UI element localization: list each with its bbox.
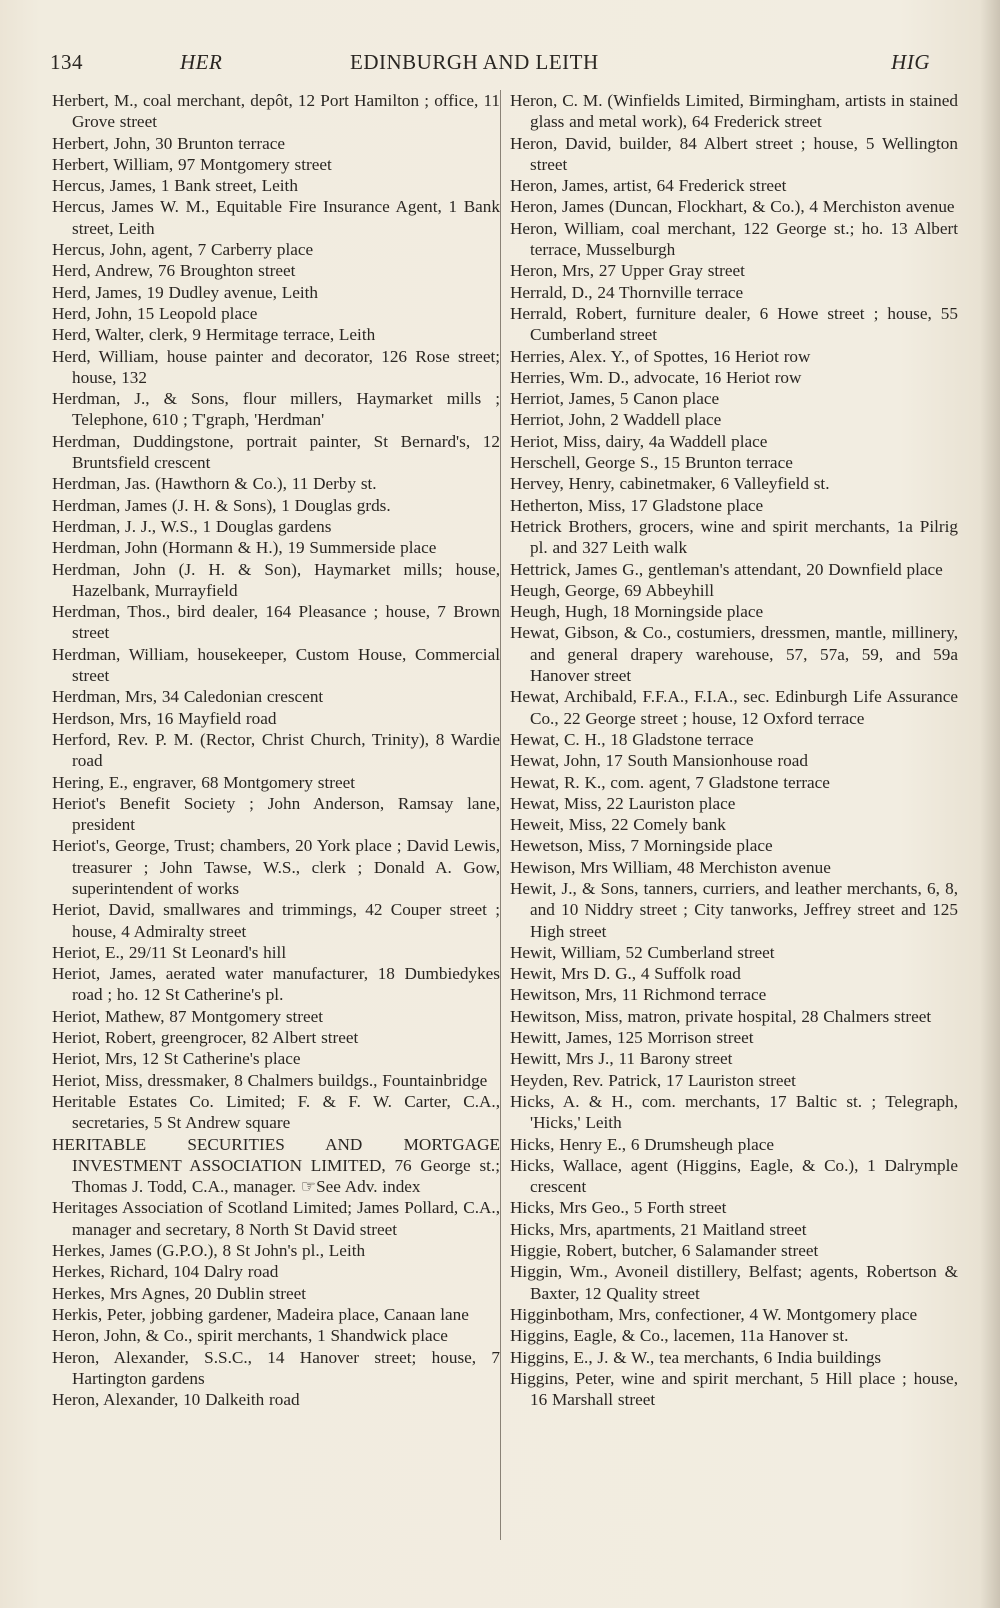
directory-entry: Hewit, J., & Sons, tanners, curriers, and leather merchants, 6, 8, and 10 Niddry street ; City tanworks, Jeffrey street and 125 High street [510,878,958,941]
directory-entry: Heritages Association of Scotland Limited; James Pollard, C.A., manager and secretary, 8 North St David street [52,1198,500,1239]
directory-entry: Herkis, Peter, jobbing gardener, Madeira place, Canaan lane [52,1304,469,1324]
directory-entry: Herford, Rev. P. M. (Rector, Christ Church, Trinity), 8 Wardie road [52,729,500,771]
directory-entry: HERITABLE SECURITIES AND MORTGAGE INVESTMENT ASSOCIATION LIMITED, 76 George st.; Thomas J. Todd, C.A., manager. ☞See Adv. index [52,1134,500,1197]
directory-entry: Herd, Walter, clerk, 9 Hermitage terrace, Leith [52,325,376,345]
directory-entry: Herbert, M., coal merchant, depôt, 12 Port Hamilton ; office, 11 Grove street [52,91,500,132]
directory-entry: Herries, Wm. D., advocate, 16 Heriot row [510,367,802,387]
directory-entry: Higgins, Peter, wine and spirit merchant, 5 Hill place ; house, 16 Marshall street [510,1368,958,1410]
directory-entry: Hettrick, James G., gentleman's attendant, 20 Downfield place [510,559,943,579]
directory-entry: Hewitson, Mrs, 11 Richmond terrace [510,985,767,1005]
directory-entry: Herdman, John (Hormann & H.), 19 Summerside place [52,538,437,558]
directory-entry: Herdman, Mrs, 34 Caledonian crescent [52,687,324,707]
directory-entry: Hering, E., engraver, 68 Montgomery street [52,772,355,792]
directory-entry: Hercus, James W. M., Equitable Fire Insurance Agent, 1 Bank street, Leith [52,197,500,238]
page-edge-shadow [980,0,1000,1608]
right-column [510,90,958,1410]
directory-entry: Hercus, James, 1 Bank street, Leith [52,176,298,196]
directory-entry: Higgins, E., J. & W., tea merchants, 6 India buildings [510,1347,882,1367]
directory-entry: Herdman, William, housekeeper, Custom House, Commercial street [52,644,500,686]
directory-entry: Heriot, Mathew, 87 Montgomery street [52,1006,324,1026]
directory-entry: Hewitt, James, 125 Morrison street [510,1028,754,1048]
directory-entry: Heron, Alexander, S.S.C., 14 Hanover street; house, 7 Hartington gardens [52,1347,500,1388]
directory-entry: Herries, Alex. Y., of Spottes, 16 Heriot row [510,346,811,366]
directory-entry: Heron, Alexander, 10 Dalkeith road [52,1390,300,1410]
directory-entry: Herdman, J. J., W.S., 1 Douglas gardens [52,516,332,536]
directory-entry: Herbert, William, 97 Montgomery street [52,154,332,174]
directory-entry: Higginbotham, Mrs, confectioner, 4 W. Montgomery place [510,1304,918,1324]
directory-entry: Hewat, R. K., com. agent, 7 Gladstone terrace [510,772,830,792]
directory-entry: Herd, James, 19 Dudley avenue, Leith [52,282,318,302]
directory-entry: Herkes, Mrs Agnes, 20 Dublin street [52,1283,307,1303]
directory-entry: Hewetson, Miss, 7 Morningside place [510,836,773,856]
directory-entry: Heritable Estates Co. Limited; F. & F. W. Carter, C.A., secretaries, 5 St Andrew square [52,1091,500,1133]
page-number: 134 [50,50,83,74]
directory-entry: Herkes, Richard, 104 Dalry road [52,1262,279,1282]
directory-entry: Herdman, James (J. H. & Sons), 1 Douglas grds. [52,495,391,515]
directory-entry: Herschell, George S., 15 Brunton terrace [510,453,793,473]
directory-entry: Herd, Andrew, 76 Broughton street [52,261,296,281]
directory-entry: Heriot, Mrs, 12 St Catherine's place [52,1049,301,1069]
directory-entry: Heron, David, builder, 84 Albert street ; house, 5 Wellington street [510,133,958,174]
directory-entry: Heron, James (Duncan, Flockhart, & Co.), 4 Merchiston avenue [510,197,955,217]
directory-entry: Hicks, Mrs Geo., 5 Forth street [510,1198,727,1218]
directory-entry: Heriot, Miss, dressmaker, 8 Chalmers buildgs., Fountainbridge [52,1070,488,1090]
directory-entry: Herdman, John (J. H. & Son), Haymarket mills; house, Hazelbank, Murrayfield [52,559,500,600]
directory-entry: Heron, John, & Co., spirit merchants, 1 Shandwick place [52,1326,448,1346]
directory-entry: Hewat, Miss, 22 Lauriston place [510,793,736,813]
directory-entry: Hetrick Brothers, grocers, wine and spirit merchants, 1a Pilrig pl. and 327 Leith walk [510,516,958,558]
page-header [50,50,930,80]
directory-entry: Herdman, Jas. (Hawthorn & Co.), 11 Derby st. [52,474,377,494]
directory-entry: Hervey, Henry, cabinetmaker, 6 Valleyfield st. [510,474,830,494]
page-title: EDINBURGH AND LEITH [350,50,599,74]
directory-entry: Herrald, D., 24 Thornville terrace [510,282,744,302]
running-key-right: HIG [891,50,930,74]
directory-entry: Hewison, Mrs William, 48 Merchiston avenue [510,857,831,877]
directory-entry: Heron, James, artist, 64 Frederick street [510,176,787,196]
directory-entry: Hewat, Archibald, F.F.A., F.I.A., sec. Edinburgh Life Assurance Co., 22 George street ; house, 12 Oxford terrace [510,687,958,728]
directory-entry: Hewit, William, 52 Cumberland street [510,942,775,962]
directory-entry: Hicks, Mrs, apartments, 21 Maitland street [510,1219,807,1239]
directory-entry: Herdman, Duddingstone, portrait painter, St Bernard's, 12 Bruntsfield crescent [52,431,500,473]
directory-entry: Herdman, Thos., bird dealer, 164 Pleasance ; house, 7 Brown street [52,602,500,643]
running-key-left: HER [180,50,223,74]
directory-entry: Hicks, Henry E., 6 Drumsheugh place [510,1134,775,1154]
left-column [52,90,500,1410]
directory-entry: Heron, C. M. (Winfields Limited, Birmingham, artists in stained glass and metal work), 64 Frederick street [510,91,958,132]
directory-entry: Higgin, Wm., Avoneil distillery, Belfast; agents, Robertson & Baxter, 12 Quality street [510,1262,958,1303]
directory-entry: Heriot's, George, Trust; chambers, 20 York place ; David Lewis, treasurer ; John Tawse, W.S., clerk ; Donald A. Gow, superintendent of works [52,836,500,898]
directory-entry: Hewat, C. H., 18 Gladstone terrace [510,729,754,749]
directory-entry: Hetherton, Miss, 17 Gladstone place [510,495,764,515]
directory-entry: Herriot, John, 2 Waddell place [510,410,722,430]
directory-entry: Herriot, James, 5 Canon place [510,389,720,409]
directory-entry: Herd, John, 15 Leopold place [52,303,258,323]
directory-entry: Heriot, Robert, greengrocer, 82 Albert street [52,1028,359,1048]
directory-entry: Heugh, George, 69 Abbeyhill [510,580,715,600]
directory-entry: Hewat, John, 17 South Mansionhouse road [510,751,809,771]
directory-entry: Herdman, J., & Sons, flour millers, Haymarket mills ; Telephone, 610 ; T'graph, 'Herdman' [52,389,500,430]
directory-entry: Heriot, Miss, dairy, 4a Waddell place [510,431,768,451]
directory-entry: Hercus, John, agent, 7 Carberry place [52,240,314,260]
directory-entry: Heweit, Miss, 22 Comely bank [510,815,726,835]
directory-entry: Higgins, Eagle, & Co., lacemen, 11a Hanover st. [510,1326,849,1346]
directory-entry: Heron, Mrs, 27 Upper Gray street [510,261,745,281]
directory-entry: Heriot, E., 29/11 St Leonard's hill [52,942,287,962]
directory-entry: Hewitt, Mrs J., 11 Barony street [510,1049,733,1069]
directory-entry: Herbert, John, 30 Brunton terrace [52,133,285,153]
directory-entry: Heugh, Hugh, 18 Morningside place [510,602,764,622]
directory-entry: Herrald, Robert, furniture dealer, 6 Howe street ; house, 55 Cumberland street [510,303,958,345]
directory-entry: Heriot, James, aerated water manufacturer, 18 Dumbiedykes road ; ho. 12 St Catherine's pl. [52,964,500,1005]
directory-entry: Hicks, A. & H., com. merchants, 17 Baltic st. ; Telegraph, 'Hicks,' Leith [510,1091,958,1133]
directory-entry: Heriot's Benefit Society ; John Anderson, Ramsay lane, president [52,793,500,835]
directory-entry: Heriot, David, smallwares and trimmings, 42 Couper street ; house, 4 Admiralty street [52,900,500,941]
directory-entry: Hewitson, Miss, matron, private hospital, 28 Chalmers street [510,1006,932,1026]
directory-entry: Herdson, Mrs, 16 Mayfield road [52,708,277,728]
directory-entry: Hicks, Wallace, agent (Higgins, Eagle, & Co.), 1 Dalrymple crescent [510,1155,958,1197]
directory-entry: Herkes, James (G.P.O.), 8 St John's pl., Leith [52,1241,366,1261]
directory-entry: Hewit, Mrs D. G., 4 Suffolk road [510,964,741,984]
directory-entry: Herd, William, house painter and decorator, 126 Rose street; house, 132 [52,346,500,387]
column-divider [500,90,501,1540]
directory-entry: Heyden, Rev. Patrick, 17 Lauriston street [510,1070,796,1090]
directory-entry: Heron, William, coal merchant, 122 George st.; ho. 13 Albert terrace, Musselburgh [510,218,958,260]
directory-entry: Higgie, Robert, butcher, 6 Salamander street [510,1241,819,1261]
directory-entry: Hewat, Gibson, & Co., costumiers, dressmen, mantle, millinery, and general drapery warehouse, 57, 57a, 59, and 59a Hanover street [510,623,958,686]
